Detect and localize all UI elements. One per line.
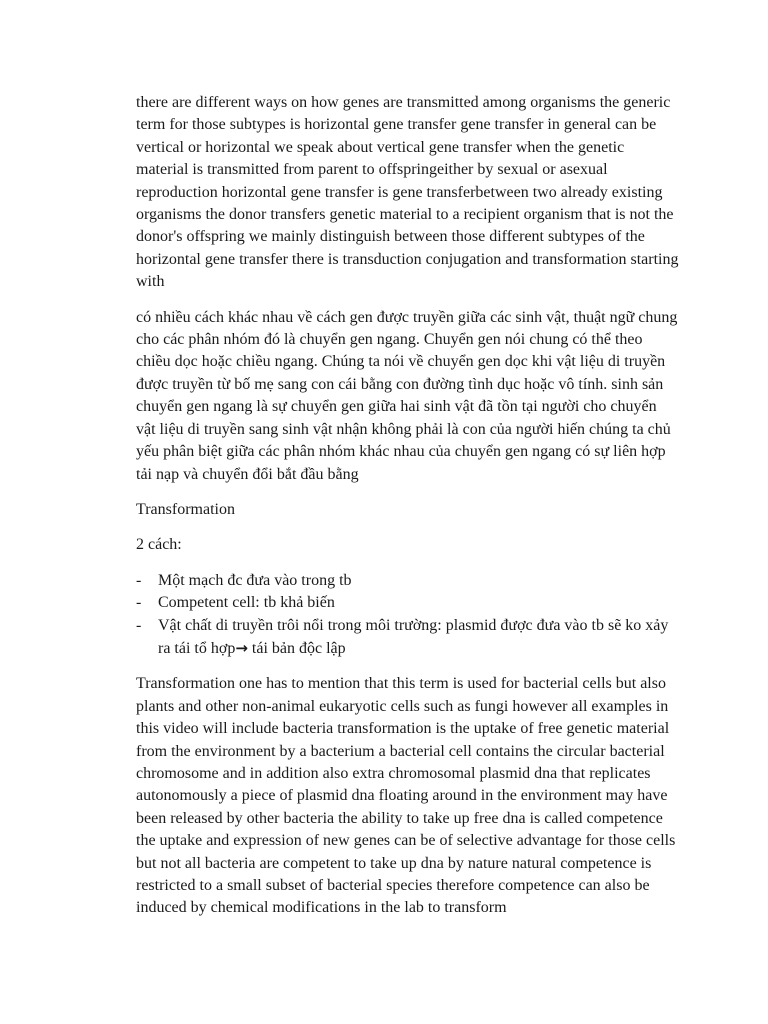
list-item bbox=[136, 570, 680, 592]
english-intro-paragraph: there are different ways on how genes are transmitted among organisms the generic term for those subtypes is horizontal gene transfer gene transfer in general can be vertical or horizontal we speak about vertical gene transfer when the genetic material is transmitted from parent to offspringeither by sexual or asexual reproduction horizontal gene transfer is gene transferbetween two already existing organisms the donor transfers genetic material to a recipient organism that is not the donor's offspring we mainly distinguish between those different subtypes of the horizontal gene transfer there is transduction conjugation and transformation starting with bbox=[136, 94, 679, 291]
vietnamese-translation-paragraph: có nhiều cách khác nhau về cách gen được truyền giữa các sinh vật, thuật ngữ chung cho các phân nhóm đó là chuyển gen ngang. Chuyển gen nói chung có thể theo chiều dọc hoặc chiều ngang. Chúng ta nói về chuyển gen dọc khi vật liệu di truyền được truyền từ bố mẹ sang con cái bằng con đường tình dục hoặc vô tính. sinh sản chuyển gen ngang là sự chuyển gen giữa hai sinh vật đã tồn tại người cho chuyển vật liệu di truyền sang sinh vật nhận không phải là con của người hiến chúng ta chủ yếu phân biệt giữa các phân nhóm khác nhau của chuyển gen ngang có sự liên hợp tải nạp và chuyển đổi bắt đầu bằng bbox=[136, 308, 678, 483]
bullet-list bbox=[136, 570, 680, 661]
bullet-dash: - bbox=[136, 594, 142, 612]
bullet-text: Một mạch đc đưa vào trong tb bbox=[158, 571, 352, 589]
bullet-text: Vật chất di truyền trôi nổi trong môi trường: plasmid được đưa vào tb sẽ ko xảy ra tái tổ hợp bbox=[158, 616, 669, 657]
transformation-paragraph: Transformation one has to mention that this term is used for bacterial cells but also plants and other non-animal eukaryotic cells such as fungi however all examples in this video will include bacteria transformation is the uptake of free genetic material from the environment by a bacterium a bacterial cell contains the circular bacterial chromosome and in addition also extra chromosomal plasmid dna that replicates autonomously a piece of plasmid dna floating around in the environment may have been released by other bacteria the ability to take up free dna is called competence the uptake and expression of new genes can be of selective advantage for those cells but not all bacteria are competent to take up dna by nature natural competence is restricted to a small subset of bacterial species therefore competence can also be induced by chemical modifications in the lab to transform bbox=[136, 675, 676, 917]
right-arrow-icon: → bbox=[235, 638, 248, 657]
ways-label: 2 cách: bbox=[136, 536, 182, 554]
list-item bbox=[136, 615, 680, 661]
bullet-text: Competent cell: tb khả biến bbox=[158, 594, 335, 612]
list-item bbox=[136, 592, 680, 614]
bullet-text-suffix: tái bản độc lập bbox=[247, 639, 346, 657]
bullet-dash: - bbox=[136, 616, 142, 634]
bullet-dash: - bbox=[136, 571, 142, 589]
section-heading-transformation: Transformation bbox=[136, 500, 235, 518]
